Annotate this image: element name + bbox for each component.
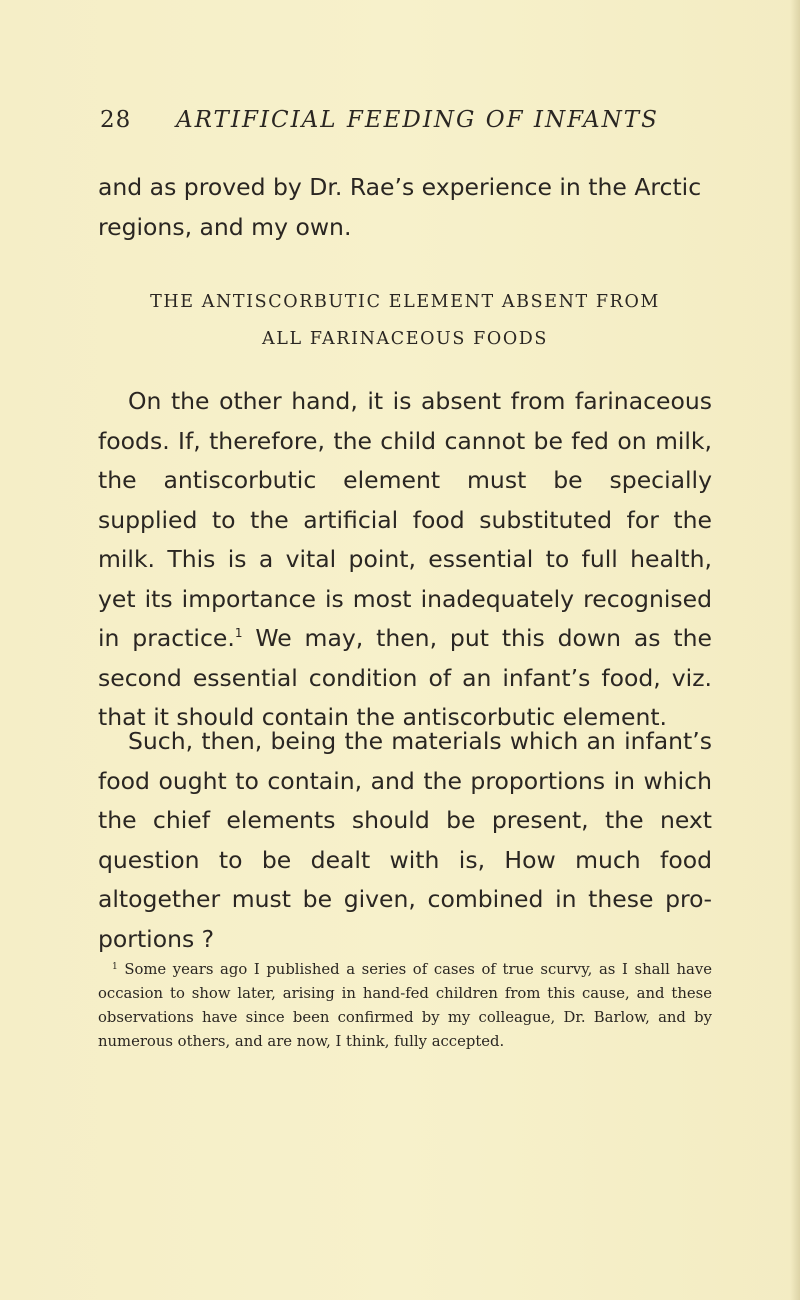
section-heading [98,284,712,358]
page-edge-shadow [790,0,800,1300]
footnote-text: Some years ago I published a series of cases of true scurvy, as I shall have occasion to show later, arising in hand-fed children from this cause, and these observations have since been confirmed by my colleague, Dr. Barlow, and by numerous others, and are now, I think, fully accepted. [98,961,712,1050]
paragraph-1: and as proved by Dr. Rae’s experience in the Arctic regions, and my own. [98,173,702,241]
paragraph-2-continuation: We may, then, put this down as the second essential condition of an infant’s food, viz. that it should contain the antiscorbutic element. [98,624,713,731]
section-heading-line-2: ALL FARINACEOUS FOODS [261,329,548,349]
paragraph-2 [98,382,712,738]
page-header [100,107,700,141]
page-number: 28 [100,107,132,133]
footnote [98,958,712,1054]
running-head: ARTIFICIAL FEEDING OF INFANTS [176,107,659,133]
paragraph-2-text: On the other hand, it is absent from farinaceous foods. If, therefore, the child cannot be fed on milk, the antiscorbutic element must be specially supplied to the artificial food substituted for the milk. This is a vital point, essential to full health, yet its importance is most inadequately recognised in practice. [98,387,712,652]
section-heading-line-1: THE ANTISCORBUTIC ELEMENT ABSENT FROM [150,292,660,312]
footnote-marker: 1 [112,962,118,972]
paragraph-3: Such, then, being the materials which an infant’s food ought to contain, and the proportions in which the chief elements should be present, the next question to be dealt with is, How much food altogether must be given, combined in these proportions ? [98,727,712,953]
footnote-reference: 1 [234,626,243,640]
